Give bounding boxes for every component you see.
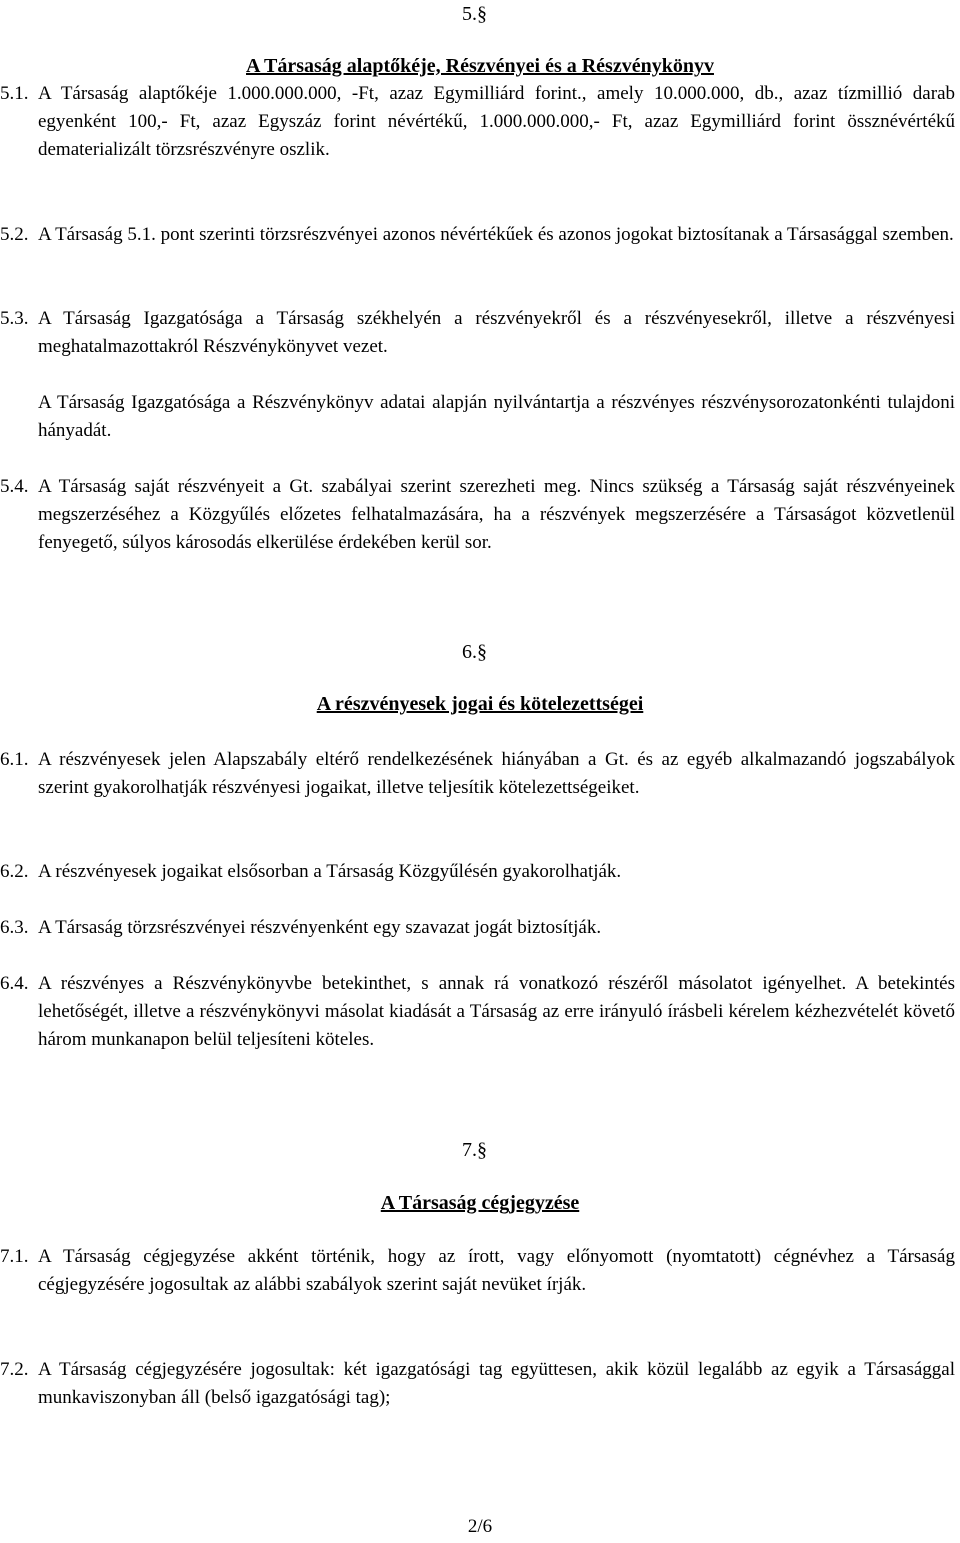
paragraph-text: A Társaság cégjegyzésére jogosultak: két igazgatósági tag együttesen, akik közül legalább az egyik a Társasággal munkaviszonyban áll (belső igazgatósági tag); <box>38 1359 955 1408</box>
section-7-number: 7.§ <box>462 1139 487 1161</box>
paragraph-text: A Társaság alaptőkéje 1.000.000.000, -Ft, azaz Egymilliárd forint., amely 10.000.000, db., azaz tízmillió darab egyenként 100,- Ft, azaz Egyszáz forint névértékű, 1.000.000.000,- Ft, azaz Egymilliárd forint össznévértékű dematerializált törzsrészvényre oszlik. <box>38 83 955 160</box>
section-7-title: A Társaság cégjegyzése <box>380 1192 580 1214</box>
paragraph-number: 5.4. <box>0 476 29 497</box>
paragraph-number: 7.1. <box>0 1246 29 1267</box>
paragraph-number: 5.2. <box>0 224 29 245</box>
paragraph-text: A részvényesek jogaikat elsősorban a Társaság Közgyűlésén gyakorolhatják. <box>38 861 622 882</box>
paragraph-number: 6.4. <box>0 973 29 994</box>
paragraph-number: 5.1. <box>0 83 29 104</box>
section-5-number: 5.§ <box>462 3 487 25</box>
section-5-title: A Társaság alaptőkéje, Részvényei és a Részvénykönyv <box>246 55 714 77</box>
paragraph-text: A Társaság Igazgatósága a Részvénykönyv adatai alapján nyilvántartja a részvényes részvénysorozatonkénti tulajdoni hányadát. <box>38 392 955 441</box>
paragraph-text: A Társaság saját részvényeit a Gt. szabályai szerint szerezheti meg. Nincs szükség a Társaság saját részvényeinek megszerzéséhez a Közgyűlés előzetes felhatalmazására, ha a részvények megszerzésére a Társaságot közvetlenül fenyegető, súlyos károsodás elkerülése érdekében kerül sor. <box>38 476 955 553</box>
paragraph-number: 7.2. <box>0 1359 29 1380</box>
paragraph-text: A részvényes a Részvénykönyvbe betekinthet, s annak rá vonatkozó részéről másolatot igényelhet. A betekintés lehetőségét, illetve a részvénykönyvi másolat kiadását a Társaság az erre irányuló írásbeli kérelem kézhezvételét követő három munkanapon belül teljesíteni köteles. <box>38 973 955 1050</box>
section-6-number: 6.§ <box>462 641 487 663</box>
paragraph-text: A Társaság cégjegyzése akként történik, hogy az írott, vagy előnyomott (nyomtatott) cégnévhez a Társaság cégjegyzésére jogosultak az alábbi szabályok szerint saját nevüket írják. <box>38 1246 955 1295</box>
section-6-title: A részvényesek jogai és kötelezettségei <box>316 693 644 715</box>
paragraph-text: A Társaság Igazgatósága a Társaság székhelyén a részvényekről és a részvényesekről, illetve a részvényesi meghatalmazottakról Részvénykönyvet vezet. <box>38 308 955 357</box>
paragraph-text: A részvényesek jelen Alapszabály eltérő rendelkezésének hiányában a Gt. és az egyéb alkalmazandó jogszabályok szerint gyakorolhatják részvényesi jogaikat, illetve teljesítik kötelezettségeiket. <box>38 749 955 798</box>
paragraph-number: 6.3. <box>0 917 29 938</box>
paragraph-number: 5.3. <box>0 308 29 329</box>
paragraph-number: 6.1. <box>0 749 29 770</box>
paragraph-number: 6.2. <box>0 861 29 882</box>
paragraph-text: A Társaság törzsrészvényei részvényenként egy szavazat jogát biztosítják. <box>38 917 602 938</box>
page-number: 2/6 <box>467 1516 493 1537</box>
paragraph-text: A Társaság 5.1. pont szerinti törzsrészvényei azonos névértékűek és azonos jogokat biztosítanak a Társasággal szemben. <box>38 224 954 245</box>
